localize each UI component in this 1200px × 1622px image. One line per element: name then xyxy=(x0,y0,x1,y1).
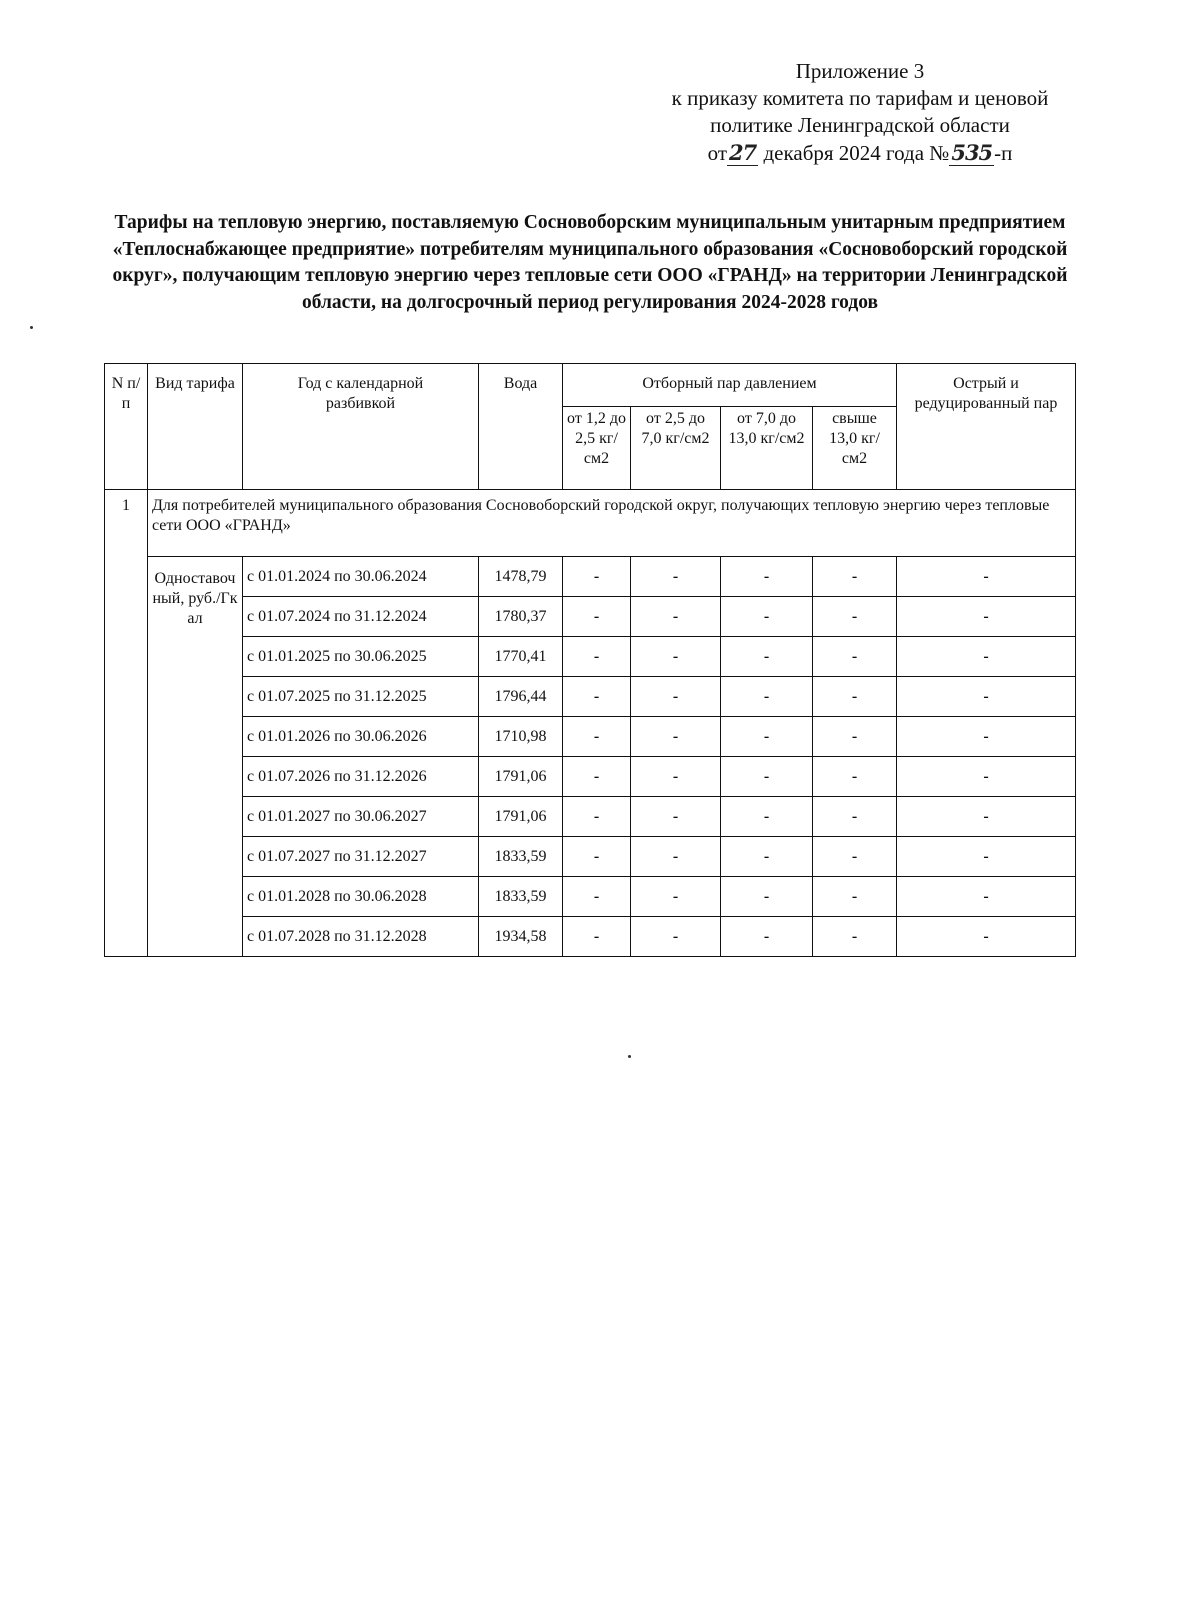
water-cell: 1833,59 xyxy=(479,877,563,917)
period-cell: с 01.01.2025 по 30.06.2025 xyxy=(243,637,479,677)
header-sharp: Острый и редуцированный пар xyxy=(897,364,1076,490)
p4-cell: - xyxy=(813,677,897,717)
p2-cell: - xyxy=(631,677,721,717)
header-vid: Вид тарифа xyxy=(148,364,243,490)
table-row xyxy=(105,837,1076,877)
date-rest: декабря 2024 года № xyxy=(763,141,950,165)
p1-cell: - xyxy=(563,597,631,637)
p1-cell: - xyxy=(563,637,631,677)
header-p3: от 7,0 до 13,0 кг/см2 xyxy=(721,407,813,490)
p2-cell: - xyxy=(631,837,721,877)
p2-cell: - xyxy=(631,757,721,797)
handwritten-order-number: 535 xyxy=(951,140,993,165)
header-year: Год с календарной разбивкой xyxy=(243,364,479,490)
header-num: N п/п xyxy=(105,364,148,490)
p3-cell: - xyxy=(721,917,813,957)
p1-cell: - xyxy=(563,757,631,797)
p2-cell: - xyxy=(631,717,721,757)
p3-cell: - xyxy=(721,837,813,877)
appendix-header xyxy=(600,58,1120,167)
table-row xyxy=(105,917,1076,957)
p3-cell: - xyxy=(721,717,813,757)
table-row xyxy=(105,717,1076,757)
p4-cell: - xyxy=(813,797,897,837)
p3-cell: - xyxy=(721,797,813,837)
water-cell: 1796,44 xyxy=(479,677,563,717)
sharp-cell: - xyxy=(897,757,1076,797)
sharp-cell: - xyxy=(897,597,1076,637)
water-cell: 1710,98 xyxy=(479,717,563,757)
appendix-date xyxy=(600,139,1120,167)
table-row xyxy=(105,877,1076,917)
sharp-cell: - xyxy=(897,797,1076,837)
p2-cell: - xyxy=(631,557,721,597)
sharp-cell: - xyxy=(897,557,1076,597)
p4-cell: - xyxy=(813,917,897,957)
table-row xyxy=(105,677,1076,717)
p4-cell: - xyxy=(813,837,897,877)
tariff-table xyxy=(104,363,1076,957)
p4-cell: - xyxy=(813,717,897,757)
p2-cell: - xyxy=(631,877,721,917)
header-p2: от 2,5 до 7,0 кг/см2 xyxy=(631,407,721,490)
scan-speck xyxy=(628,1055,631,1058)
document-title: Тарифы на тепловую энергию, поставляемую Сосновоборским муниципальным унитарным предприятием «Теплоснабжающее предприятие» потребителям муниципального образования «Сосновоборский городской округ», получающим тепловую энергию через тепловые сети ООО «ГРАНД» на территории Ленинградской области, на долгосрочный период регулирования 2024-2028 годов xyxy=(112,212,1068,313)
tariff-type: Одноставочный, руб./Гкал xyxy=(148,557,243,957)
p4-cell: - xyxy=(813,757,897,797)
order-suffix: -п xyxy=(994,141,1013,165)
p1-cell: - xyxy=(563,717,631,757)
sharp-cell: - xyxy=(897,637,1076,677)
header-water: Вода xyxy=(479,364,563,490)
water-cell: 1833,59 xyxy=(479,837,563,877)
header-p4: свыше 13,0 кг/см2 xyxy=(813,407,897,490)
period-cell: с 01.01.2026 по 30.06.2026 xyxy=(243,717,479,757)
table-row xyxy=(105,797,1076,837)
p3-cell: - xyxy=(721,877,813,917)
scan-speck xyxy=(30,326,33,329)
handwritten-day: 27 xyxy=(729,140,757,165)
p1-cell: - xyxy=(563,797,631,837)
p1-cell: - xyxy=(563,557,631,597)
p1-cell: - xyxy=(563,677,631,717)
p2-cell: - xyxy=(631,637,721,677)
p1-cell: - xyxy=(563,837,631,877)
period-cell: с 01.07.2026 по 31.12.2026 xyxy=(243,757,479,797)
p3-cell: - xyxy=(721,597,813,637)
appendix-line1: Приложение 3 xyxy=(795,59,925,83)
sharp-cell: - xyxy=(897,677,1076,717)
water-cell: 1478,79 xyxy=(479,557,563,597)
section-description: Для потребителей муниципального образования Сосновоборский городской округ, получающих тепловую энергию через тепловые сети ООО «ГРАНД» xyxy=(148,490,1076,557)
sharp-cell: - xyxy=(897,837,1076,877)
table-row xyxy=(105,637,1076,677)
appendix-line3: политике Ленинградской области xyxy=(710,113,1010,137)
period-cell: с 01.07.2024 по 31.12.2024 xyxy=(243,597,479,637)
period-cell: с 01.07.2025 по 31.12.2025 xyxy=(243,677,479,717)
header-p1: от 1,2 до 2,5 кг/см2 xyxy=(563,407,631,490)
sharp-cell: - xyxy=(897,877,1076,917)
p3-cell: - xyxy=(721,757,813,797)
sharp-cell: - xyxy=(897,717,1076,757)
p3-cell: - xyxy=(721,677,813,717)
p4-cell: - xyxy=(813,877,897,917)
period-cell: с 01.07.2028 по 31.12.2028 xyxy=(243,917,479,957)
table-row xyxy=(105,557,1076,597)
sharp-cell: - xyxy=(897,917,1076,957)
header-steam: Отборный пар давлением xyxy=(563,364,897,407)
p4-cell: - xyxy=(813,637,897,677)
p2-cell: - xyxy=(631,917,721,957)
table-row xyxy=(105,597,1076,637)
p2-cell: - xyxy=(631,597,721,637)
period-cell: с 01.01.2027 по 30.06.2027 xyxy=(243,797,479,837)
period-cell: с 01.07.2027 по 31.12.2027 xyxy=(243,837,479,877)
water-cell: 1791,06 xyxy=(479,797,563,837)
section-num: 1 xyxy=(105,490,148,957)
date-prefix: от xyxy=(707,141,727,165)
p2-cell: - xyxy=(631,797,721,837)
p3-cell: - xyxy=(721,637,813,677)
water-cell: 1770,41 xyxy=(479,637,563,677)
p1-cell: - xyxy=(563,917,631,957)
water-cell: 1934,58 xyxy=(479,917,563,957)
water-cell: 1780,37 xyxy=(479,597,563,637)
table-row xyxy=(105,757,1076,797)
water-cell: 1791,06 xyxy=(479,757,563,797)
appendix-line2: к приказу комитета по тарифам и ценовой xyxy=(671,86,1049,110)
p4-cell: - xyxy=(813,597,897,637)
period-cell: с 01.01.2028 по 30.06.2028 xyxy=(243,877,479,917)
p3-cell: - xyxy=(721,557,813,597)
p1-cell: - xyxy=(563,877,631,917)
p4-cell: - xyxy=(813,557,897,597)
period-cell: с 01.01.2024 по 30.06.2024 xyxy=(243,557,479,597)
